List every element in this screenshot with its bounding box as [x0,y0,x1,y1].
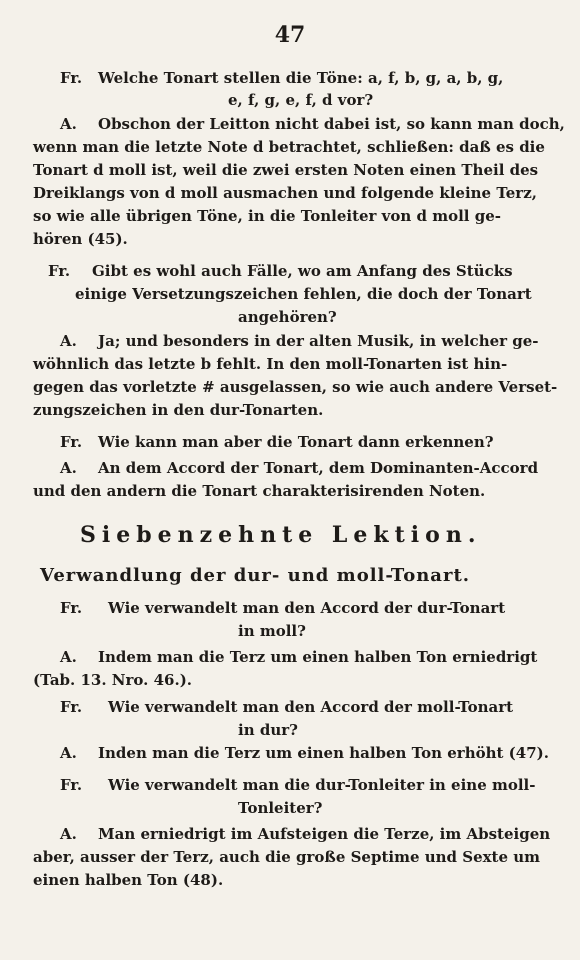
text-line: Wie verwandelt man den Accord der dur-Tonart [108,599,506,617]
text-line: (Tab. 13. Nro. 46.). [33,671,193,689]
answer-label: A. [60,459,77,477]
text-line: angehören? [238,308,337,326]
text-line: Wie verwandelt man die dur-Tonleiter in eine moll- [108,776,536,794]
text-line: zungszeichen in den dur-Tonarten. [33,401,324,419]
text-line: Wie verwandelt man den Accord der moll-Tonart [108,698,514,716]
text-line: Gibt es wohl auch Fälle, wo am Anfang des Stücks [92,262,513,280]
text-line: Indem man die Terz um einen halben Ton erniedrigt [98,648,538,666]
text-line: An dem Accord der Tonart, dem Dominanten-Accord [98,459,539,477]
answer-label: A. [60,332,77,350]
text-line: Wie kann man aber die Tonart dann erkennen? [98,433,494,451]
answer-label: A. [60,115,77,133]
answer-label: A. [60,648,77,666]
question-label: Fr. [60,698,83,716]
text-line: Man erniedrigt im Aufsteigen die Terze, im Absteigen [98,825,551,843]
text-line: Dreiklangs von d moll ausmachen und folgende kleine Terz, [33,184,537,202]
text-line: Tonleiter? [238,799,323,817]
text-line: und den andern die Tonart charakterisirenden Noten. [33,482,486,500]
text-line: Obschon der Leitton nicht dabei ist, so kann man doch, [98,115,565,133]
text-line: Ja; und besonders in der alten Musik, in welcher ge- [98,332,539,350]
text-line: hören (45). [33,230,128,248]
page-number: 47 [274,22,306,48]
text-line: in dur? [238,721,298,739]
text-line: so wie alle übrigen Töne, in die Tonleiter von d moll ge- [33,207,501,225]
text-line: Tonart d moll ist, weil die zwei ersten Noten einen Theil des [33,161,539,179]
text-line: wöhnlich das letzte b fehlt. In den moll-Tonarten ist hin- [33,355,508,373]
text-line: in moll? [238,622,306,640]
answer-label: A. [60,825,77,843]
text-line: Welche Tonart stellen die Töne: a, f, b, g, a, b, g, [98,69,504,87]
question-label: Fr. [60,776,83,794]
text-line: gegen das vorletzte # ausgelassen, so wie auch andere Verset- [33,378,558,396]
answer-label: A. [60,744,77,762]
text-line: einige Versetzungszeichen fehlen, die doch der Tonart [75,285,532,303]
text-line: Inden man die Terz um einen halben Ton erhöht (47). [98,744,549,762]
text-line: wenn man die letzte Note d betrachtet, schließen: daß es die [33,138,545,156]
text-line: einen halben Ton (48). [33,871,224,889]
question-label: Fr. [48,262,71,280]
question-label: Fr. [60,433,83,451]
question-label: Fr. [60,69,83,87]
lektion-subtitle: Verwandlung der dur- und moll-Tonart. [40,565,471,586]
lektion-title: Siebenzehnte Lektion. [80,522,482,548]
text-line: aber, ausser der Terz, auch die große Septime und Sexte um [33,848,541,866]
question-label: Fr. [60,599,83,617]
text-line: e, f, g, e, f, d vor? [228,91,374,109]
